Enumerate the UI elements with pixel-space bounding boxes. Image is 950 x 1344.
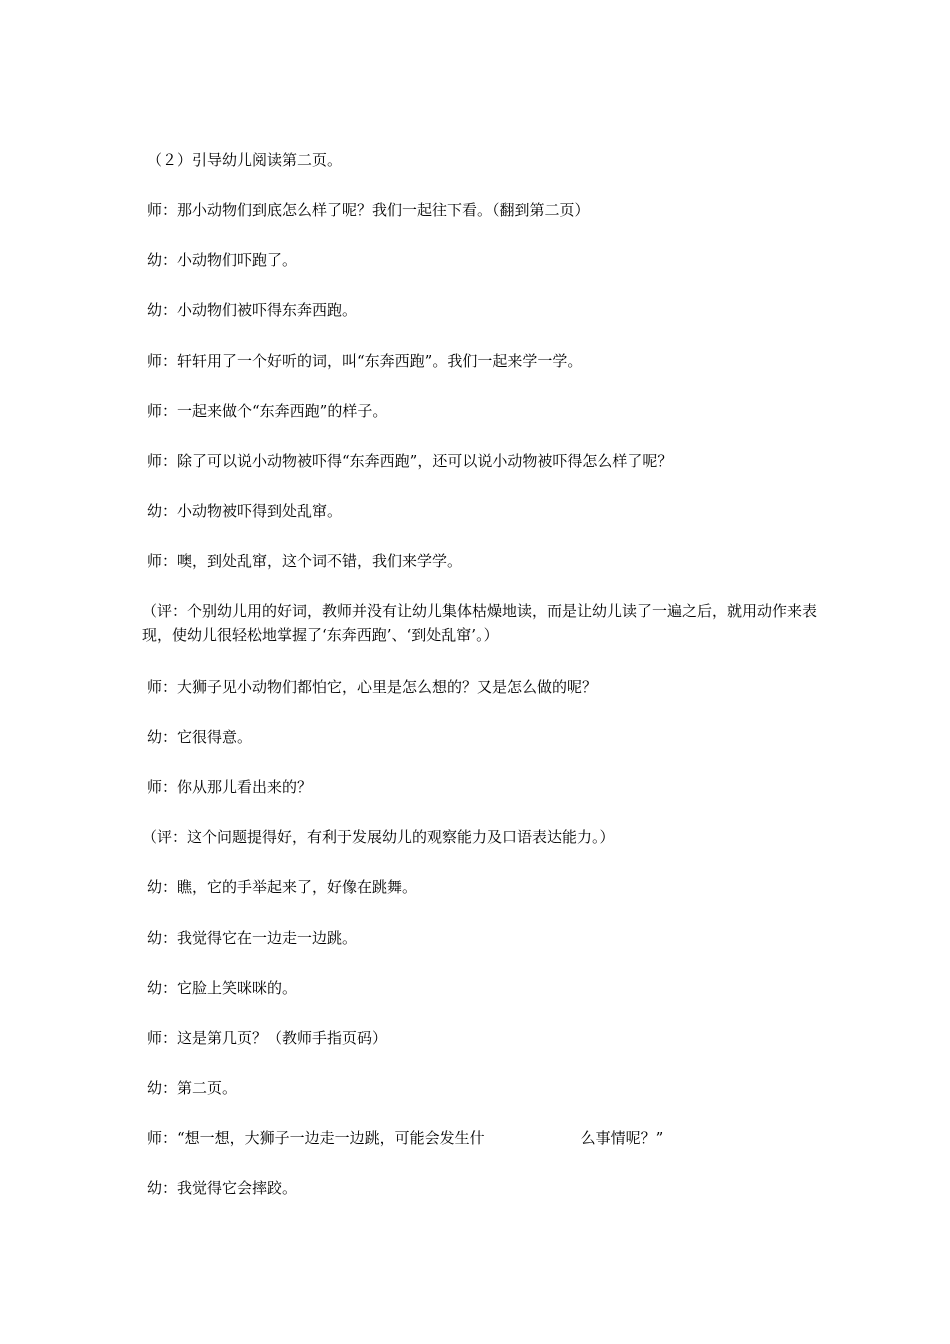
dialogue-line-part1: 师：“想一想，大狮子一边走一边跳，可能会发生什 [147,1129,485,1147]
dialogue-line: 师：这是第几页？（教师手指页码） [147,1029,388,1047]
dialogue-line: 幼：第二页。 [147,1079,238,1097]
dialogue-line: 幼：我觉得它在一边走一边跳。 [147,929,358,947]
dialogue-line: 师：噢，到处乱窜，这个词不错，我们来学学。 [147,552,463,570]
dialogue-line: 幼：它很得意。 [147,728,253,746]
dialogue-line: 幼：我觉得它会摔跤。 [147,1179,298,1197]
commentary-paragraph: （评：这个问题提得好，有利于发展幼儿的观察能力及口语表达能力。） [142,828,615,846]
dialogue-line: 师：大狮子见小动物们都怕它，心里是怎么想的？又是怎么做的呢？ [147,678,598,696]
dialogue-line: 师：轩轩用了一个好听的词，叫“东奔西跑”。我们一起来学一学。 [147,352,583,370]
dialogue-line: 幼：瞧，它的手举起来了，好像在跳舞。 [147,878,418,896]
dialogue-line: 师：一起来做个“东奔西跑”的样子。 [147,402,388,420]
dialogue-line: 幼：它脸上笑咪咪的。 [147,979,298,997]
section-heading: （２）引导幼儿阅读第二页。 [147,151,343,169]
dialogue-line: 幼：小动物们被吓得东奔西跑。 [147,301,358,319]
dialogue-line: 幼：小动物被吓得到处乱窜。 [147,502,343,520]
dialogue-line-part2: 么事情呢？” [580,1129,664,1147]
dialogue-line: 师：你从那儿看出来的？ [147,778,313,796]
commentary-paragraph: （评：个别幼儿用的好词，教师并没有让幼儿集体枯燥地读，而是让幼儿读了一遍之后，就用动作来表现，使幼儿很轻松地掌握了‘东奔西跑’、‘到处乱窜’。） [142,602,818,644]
dialogue-line: 师：那小动物们到底怎么样了呢？我们一起往下看。（翻到第二页） [147,201,590,219]
dialogue-line: 师：除了可以说小动物被吓得“东奔西跑”，还可以说小动物被吓得怎么样了呢？ [147,452,673,470]
dialogue-line-split [147,1126,827,1150]
dialogue-line: 幼：小动物们吓跑了。 [147,251,298,269]
